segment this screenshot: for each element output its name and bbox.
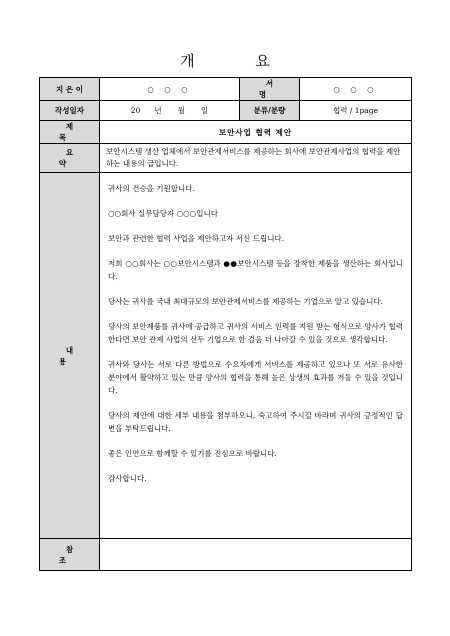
- date-value[interactable]: [100, 101, 240, 121]
- category-label: 분류/분량: [240, 101, 300, 121]
- summary-form-table: [39, 77, 412, 571]
- content-label: 내 용: [40, 173, 100, 539]
- content-paragraph: 당사의 보안제품를 귀사에 공급하고 귀사의 서비스 인력를 지원 받는 형식으로 양사가 협력한다면 보안 관제 사업의 선두 기업으로 한 걸음 더 나아갈 수 있을 것으로 생각합니다.: [108, 322, 403, 344]
- signature-label: 서 명: [240, 78, 300, 101]
- date-day-unit: 일: [200, 106, 209, 115]
- content-paragraph: 좋은 인연으로 함께할 수 있기를 진심으로 바랍니다.: [108, 449, 277, 458]
- author-row: [40, 78, 412, 101]
- author-value[interactable]: ○ ○ ○: [100, 78, 240, 101]
- reference-row: [40, 539, 412, 571]
- summary-label: 요 약: [40, 144, 100, 173]
- content-body[interactable]: [100, 173, 412, 539]
- author-label: 지 은 이: [40, 78, 100, 101]
- reference-value[interactable]: [100, 539, 412, 571]
- content-row: [40, 173, 412, 539]
- subject-value[interactable]: 보안사업 협력 제안: [100, 121, 412, 144]
- content-paragraph: 당사의 제안에 대한 세부 내용을 첨부하오니, 숙고하여 주시길 바라며 귀사의 긍정적인 답변을 부탁드립니다.: [108, 411, 403, 433]
- reference-label: 참 조: [40, 539, 100, 571]
- subject-row: [40, 121, 412, 144]
- content-paragraph: 귀사와 당사는 서로 다른 방법으로 수요자에게 서비스를 제공하고 있으나 또 서로 유사한 분야에서 활약하고 있는 만큼 양사의 협력을 통해 높은 상생의 효과를 거둘 수 있을 것입니다.: [108, 360, 403, 395]
- content-paragraph: 당사는 귀사를 국내 최대규모의 보안관제서비스를 제공하는 기업으로 알고 있습니다.: [108, 297, 384, 306]
- date-row: [40, 101, 412, 121]
- date-label: 작성일자: [40, 101, 100, 121]
- content-paragraph: 보안과 관련한 협력 사업을 제안하고자 서신 드립니다.: [108, 234, 285, 243]
- category-value[interactable]: 협력 / 1page: [300, 101, 412, 121]
- signature-value[interactable]: ○ ○ ○: [300, 78, 412, 101]
- summary-value[interactable]: 보안시스템 생산 업체에서 보안관제서비스를 제공하는 회사에 보안관제사업의 협력을 제안하는 내용의 급입니다.: [100, 144, 412, 173]
- date-year-unit: 년: [154, 106, 162, 115]
- document-title: 개 요: [180, 52, 298, 70]
- content-paragraph: 저희 ○○회사는 ○○보안시스템과 ●●보안시스템 등을 장착한 제품을 생산하는 회사입니다.: [108, 259, 403, 281]
- date-month-unit: 월: [177, 106, 185, 115]
- content-paragraph: ○○회사 실무담당자 ○○○입니다: [108, 209, 218, 218]
- date-year: 20: [130, 106, 141, 115]
- subject-label: 제 목: [40, 121, 100, 144]
- summary-row: [40, 144, 412, 173]
- content-paragraph: 감사합니다.: [108, 474, 147, 483]
- content-paragraph: 귀사의 건승을 기원합니다.: [108, 184, 195, 193]
